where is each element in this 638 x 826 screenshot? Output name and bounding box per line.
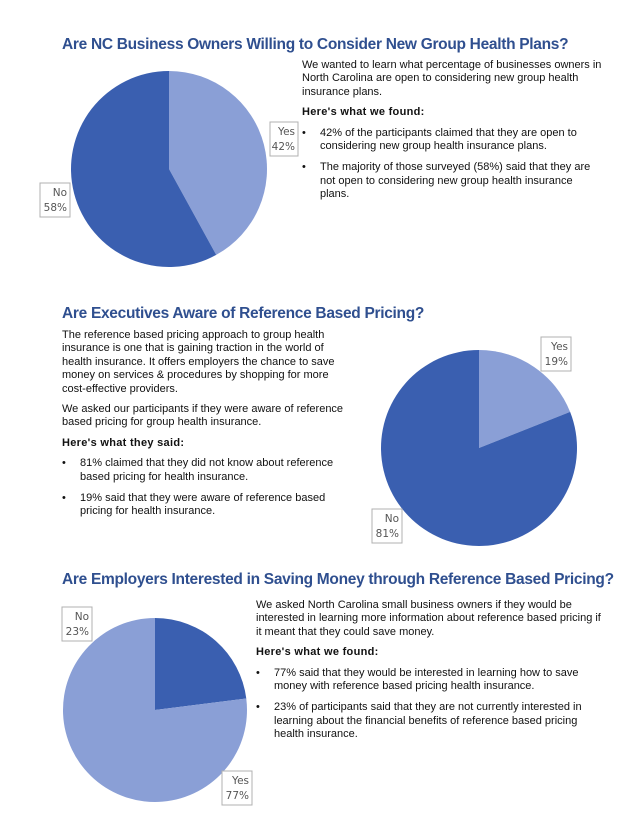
section-1-text [302,59,602,210]
pie-label-name: Yes [278,126,295,138]
section-1-title: Are NC Business Owners Willing to Consider New Group Health Plans? [62,36,569,53]
pie-label-yes [270,122,298,156]
pie-label-value: 58% [43,202,67,214]
list-item [302,127,602,154]
bullet-icon: • [62,457,66,470]
section-1-found-label: Here's what we found: [302,106,425,119]
pie-label-value: 23% [65,626,89,638]
bullet-text: 77% said that they would be interested in learning how to save money with reference based pricing health insurance. [274,666,579,693]
pie-label-yes [541,337,571,371]
section-3-found-label: Here's what we found: [256,646,379,659]
section-3-paragraph: We asked North Carolina small business owners if they would be interested in learning more information about reference based pricing if it meant that they could save money. [256,599,601,638]
pie-label-value: 77% [225,790,249,802]
bullet-icon: • [302,126,306,139]
list-item [256,667,606,694]
section-3-bullets [256,667,606,742]
pie-label-yes [222,771,252,805]
bullet-text: 23% of participants said that they are not currently interested in learning about the financial benefits of reference based pricing health insurance. [274,701,582,741]
pie-label-value: 81% [375,528,399,540]
pie-label-name: No [384,513,399,525]
section-1-bullets [302,127,602,202]
pie-label-name: No [52,187,67,199]
section-2-found-label: Here's what they said: [62,436,185,449]
pie-label-no [372,509,402,543]
section-2-text [62,329,352,527]
section-2-bullets [62,457,352,519]
pie-label-name: No [74,611,89,623]
pie-3 [62,607,252,805]
list-item [62,457,352,484]
section-3-title: Are Employers Interested in Saving Money through Reference Based Pricing? [62,571,614,588]
pie-label-name: Yes [551,341,568,353]
bullet-text: 42% of the participants claimed that they are open to considering new group health insurance plans. [320,126,577,153]
list-item [62,492,352,519]
bullet-icon: • [302,161,306,174]
section-2-title: Are Executives Aware of Reference Based Pricing? [62,305,425,322]
pie-1 [40,71,298,267]
bullet-icon: • [256,666,260,679]
bullet-icon: • [256,701,260,714]
pie-label-name: Yes [232,775,249,787]
section-2-paragraph-1: The reference based pricing approach to group health insurance is one that is gaining traction in the world of health insurance. It offers employers the chance to save money on services & procedures by shopping for more cost-effective providers. [62,329,335,395]
pie-2 [372,337,577,546]
pie-label-value: 19% [544,356,568,368]
bullet-icon: • [62,492,66,505]
section-3-text [256,599,606,750]
bullet-text: The majority of those surveyed (58%) said that they are not open to considering new group health insurance plans. [320,161,591,201]
pie-slice-no [155,618,246,710]
section-2-paragraph-2: We asked our participants if they were aware of reference based pricing for group health insurance. [62,403,344,429]
bullet-text: 81% claimed that they did not know about reference based pricing for health insurance. [80,457,334,483]
pie-label-no [62,607,92,641]
list-item [256,701,606,741]
section-1-paragraph: We wanted to learn what percentage of businesses owners in North Carolina are open to considering new group health insurance plans. [302,59,602,98]
pie-label-value: 42% [271,141,295,153]
list-item [302,161,602,201]
pie-label-no [40,183,70,217]
bullet-text: 19% said that they were aware of reference based pricing for health insurance. [80,492,326,518]
